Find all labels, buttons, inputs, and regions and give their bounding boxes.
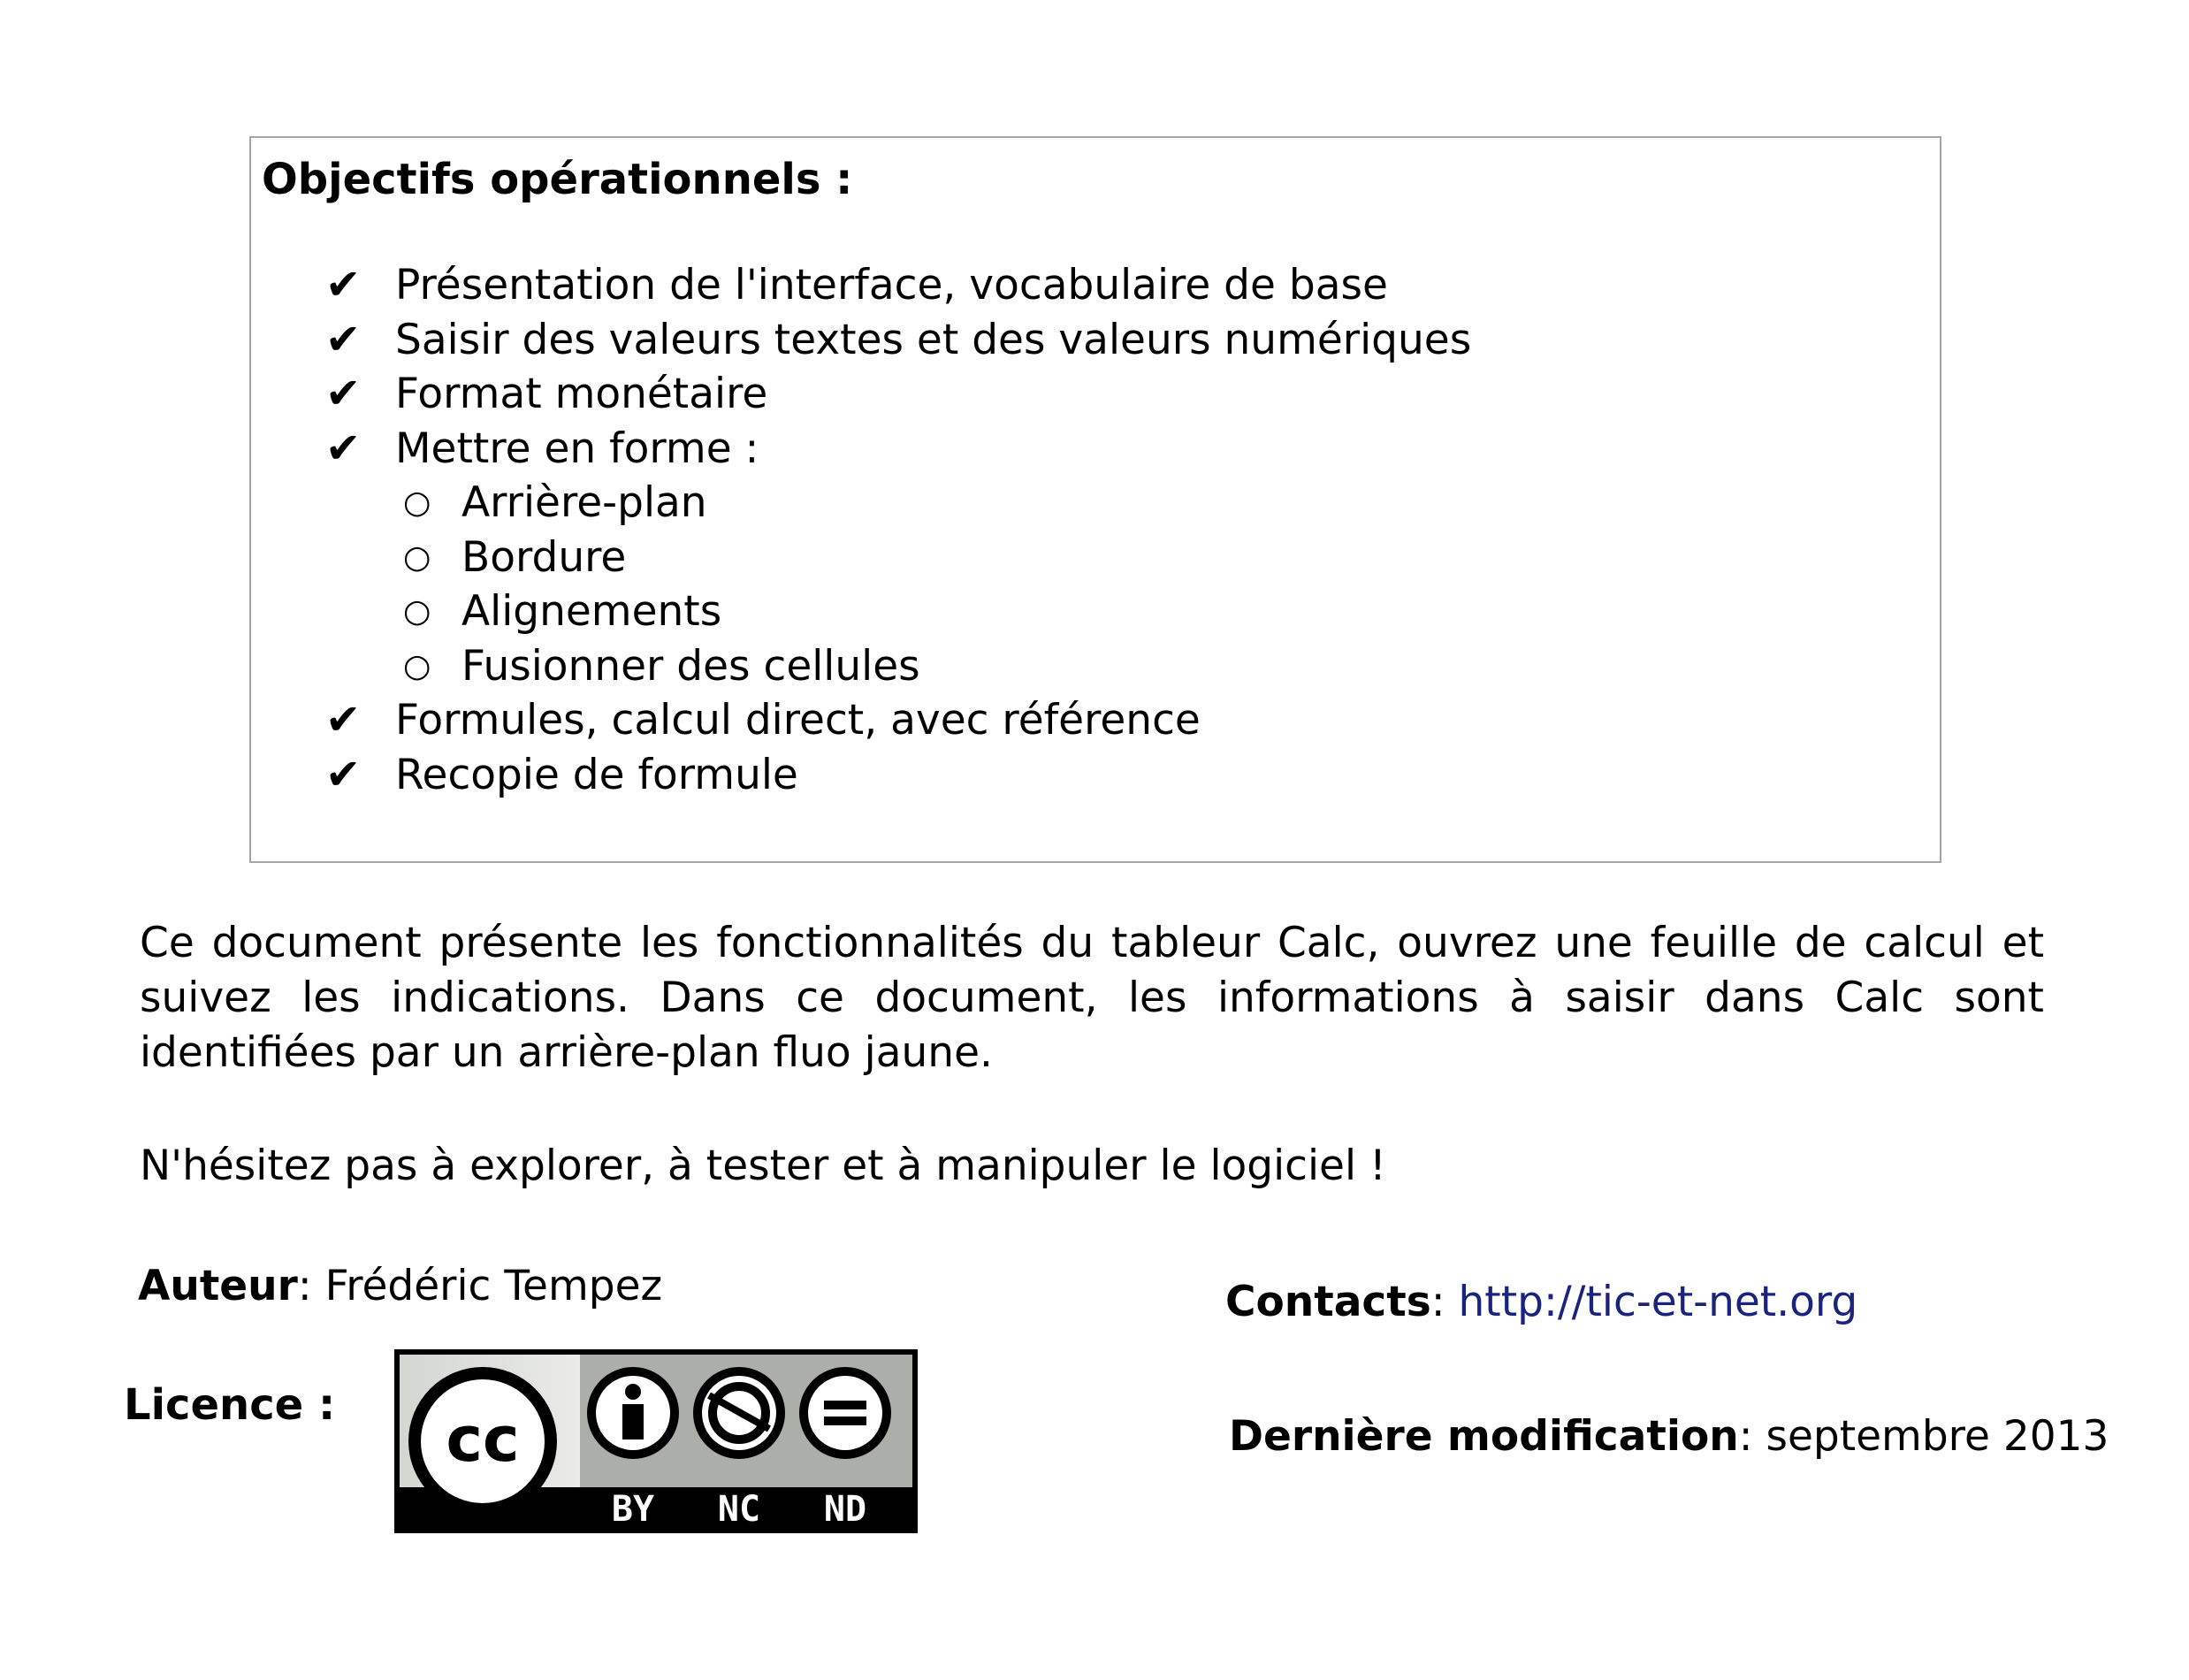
author-value: : Frédéric Tempez [297, 1262, 663, 1310]
licence-label: Licence : [124, 1380, 336, 1430]
objective-item: ✔ Formules, calcul direct, avec référence [251, 693, 325, 748]
check-icon: ✔ [325, 423, 362, 473]
contacts-line: Contacts: http://tic-et-net.org [1225, 1278, 1858, 1326]
objective-item: ✔ Saisir des valeurs textes et des valeurs numériques [251, 313, 325, 368]
objectives-box [249, 136, 1941, 863]
check-icon: ✔ [325, 260, 362, 309]
objective-item: ✔ Présentation de l'interface, vocabulaire de base [251, 258, 325, 313]
objective-subitem: ○ Arrière-plan [251, 476, 325, 531]
objective-item: ✔ Recopie de formule [251, 748, 325, 803]
check-icon: ✔ [325, 314, 362, 364]
encouragement-text: N'hésitez pas à explorer, à tester et à manipuler le logiciel ! [140, 1142, 1386, 1190]
contacts-link[interactable]: http://tic-et-net.org [1458, 1278, 1858, 1326]
last-modified-value: : septembre 2013 [1738, 1412, 2109, 1461]
check-icon: ✔ [325, 749, 362, 799]
objective-subitem: ○ Fusionner des cellules [251, 639, 325, 694]
nd-label: ND [823, 1489, 867, 1530]
cc-by-nc-nd-badge-icon [394, 1349, 918, 1533]
circle-bullet-icon: ○ [403, 538, 431, 576]
check-icon: ✔ [325, 369, 362, 418]
contacts-label: Contacts [1225, 1278, 1431, 1326]
intro-paragraph: Ce document présente les fonctionnalités du tableur Calc, ouvrez une feuille de calcul et suivez les indications. Dans ce document, les informations à saisir dans Calc sont identifiées par un arrière-plan fluo jaune. [140, 919, 2044, 1077]
last-modified-label: Dernière modification [1229, 1412, 1739, 1461]
objective-item: ✔ Mettre en forme : [251, 422, 325, 477]
objective-subitem: ○ Alignements [251, 584, 325, 639]
last-modified-line [1229, 1409, 2109, 1464]
objective-subitem: ○ Bordure [251, 531, 325, 585]
objective-item: ✔ Format monétaire [251, 367, 325, 422]
by-label: BY [611, 1489, 655, 1530]
check-icon: ✔ [325, 695, 362, 745]
nc-label: NC [717, 1489, 761, 1530]
cc-text: cc [446, 1403, 520, 1476]
circle-bullet-icon: ○ [403, 485, 431, 521]
circle-bullet-icon: ○ [403, 593, 431, 630]
author-label: Auteur [138, 1262, 298, 1310]
author-line [138, 1259, 662, 1314]
circle-bullet-icon: ○ [403, 647, 431, 684]
objectives-title: Objectifs opérationnels : [262, 155, 853, 204]
